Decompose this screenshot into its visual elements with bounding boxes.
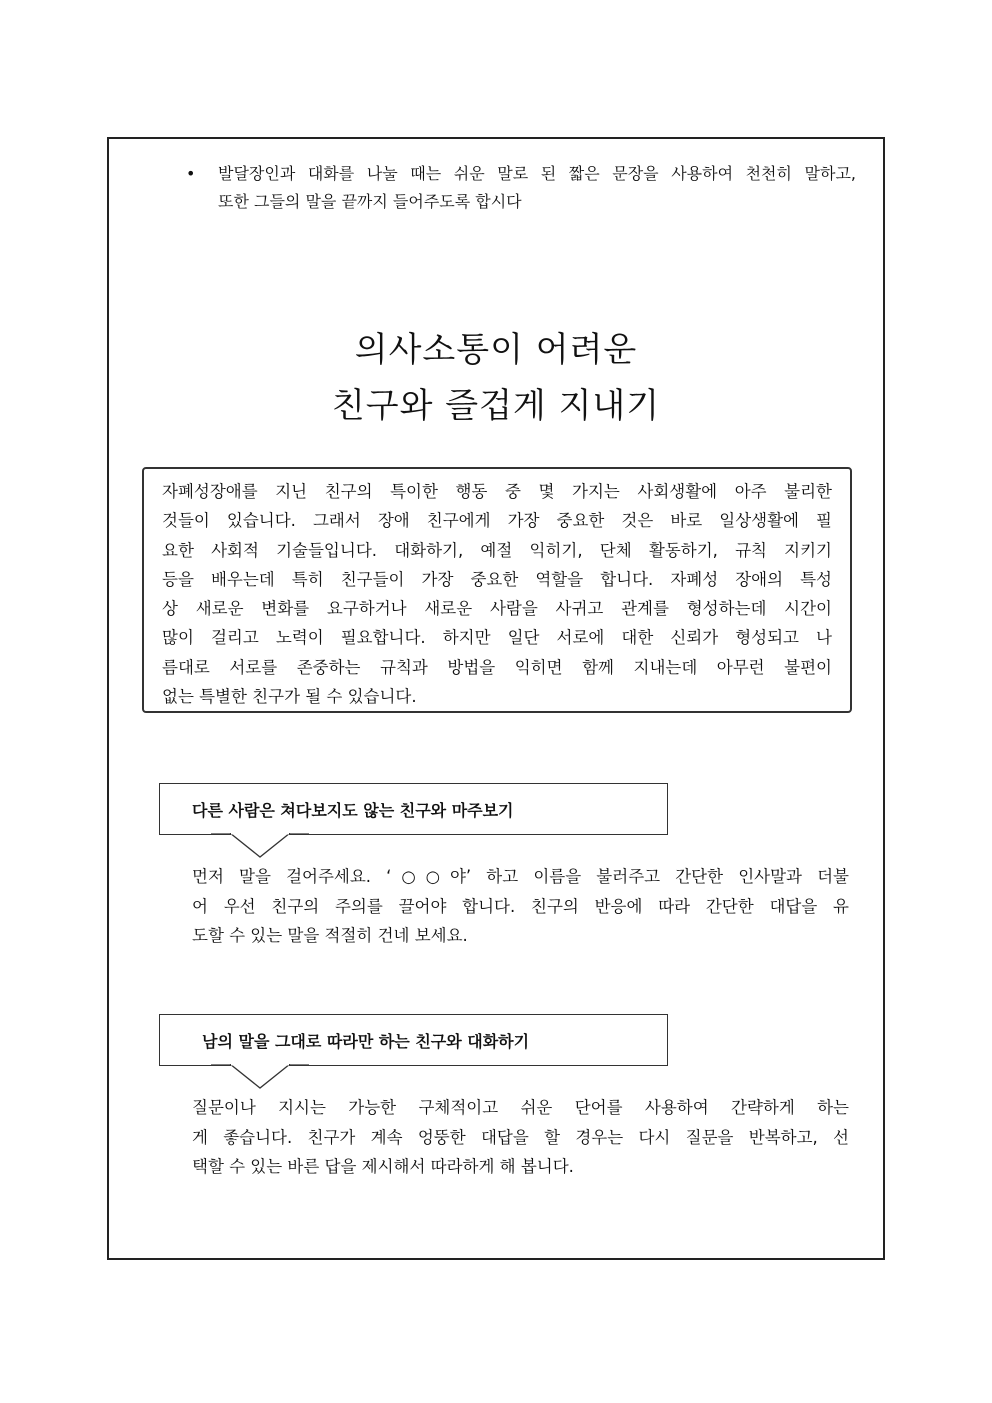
bullet-line: 또한 그들의 말을 끝까지 들어주도록 합시다	[218, 192, 522, 211]
body-line: 어 우선 친구의 주의를 끌어야 합니다. 친구의 반응에 따라 간단한 대답을 유	[192, 896, 849, 916]
section-body-eye-contact	[192, 862, 849, 951]
intro-line: 름대로 서로를 존중하는 규칙과 방법을 익히면 함께 지내는데 아무런 불편이	[162, 657, 832, 677]
section-heading-eye-contact: 다른 사람은 쳐다보지도 않는 친구와 마주보기	[159, 783, 668, 835]
intro-bullet	[186, 160, 856, 216]
intro-line: 요한 사회적 기술들입니다. 대화하기, 예절 익히기, 단체 활동하기, 규칙 지키기	[162, 540, 832, 560]
body-line: 택할 수 있는 바른 답을 제시해서 따라하게 해 봅니다.	[192, 1157, 574, 1176]
intro-line: 자폐성장애를 지닌 친구의 특이한 행동 중 몇 가지는 사회생활에 아주 불리한	[162, 482, 832, 501]
title-line: 의사소통이 어려운	[354, 330, 638, 370]
section-heading-echolalia: 남의 말을 그대로 따라만 하는 친구와 대화하기	[159, 1014, 668, 1066]
bullet-text	[218, 160, 856, 216]
intro-line: 것들이 있습니다. 그래서 장애 친구에게 가장 중요한 것은 바로 일상생활에 필	[162, 511, 832, 531]
bullet-dot: •	[186, 164, 196, 183]
intro-line: 등을 배우는데 특히 친구들이 가장 중요한 역할을 합니다. 자폐성 장애의 특성	[162, 569, 832, 589]
body-line: 게 좋습니다. 친구가 계속 엉뚱한 대답을 할 경우는 다시 질문을 반복하고, 선	[192, 1127, 849, 1147]
intro-line: 없는 특별한 친구가 될 수 있습니다.	[162, 687, 417, 707]
intro-box	[142, 467, 852, 713]
intro-line: 많이 걸리고 노력이 필요합니다. 하지만 일단 서로에 대한 신뢰가 형성되고 나	[162, 628, 832, 648]
body-line: 질문이나 지시는 가능한 구체적이고 쉬운 단어를 사용하여 간략하게 하는	[192, 1098, 849, 1117]
callout-pointer	[210, 1064, 310, 1090]
page-title	[107, 322, 885, 434]
bullet-line: 발달장인과 대화를 나눌 때는 쉬운 말로 된 짧은 문장을 사용하여 천천히 말하고,	[218, 164, 856, 183]
title-line: 친구와 즐겁게 지내기	[331, 386, 661, 426]
body-line: 먼저 말을 걸어주세요. ‘○○야’ 하고 이름을 불러주고 간단한 인사말과 더불	[192, 867, 849, 886]
callout-pointer	[210, 833, 310, 859]
body-line: 도할 수 있는 말을 적절히 건네 보세요.	[192, 926, 468, 945]
intro-line: 상 새로운 변화를 요구하거나 새로운 사람을 사귀고 관계를 형성하는데 시간이	[162, 599, 832, 619]
section-body-echolalia	[192, 1093, 849, 1182]
